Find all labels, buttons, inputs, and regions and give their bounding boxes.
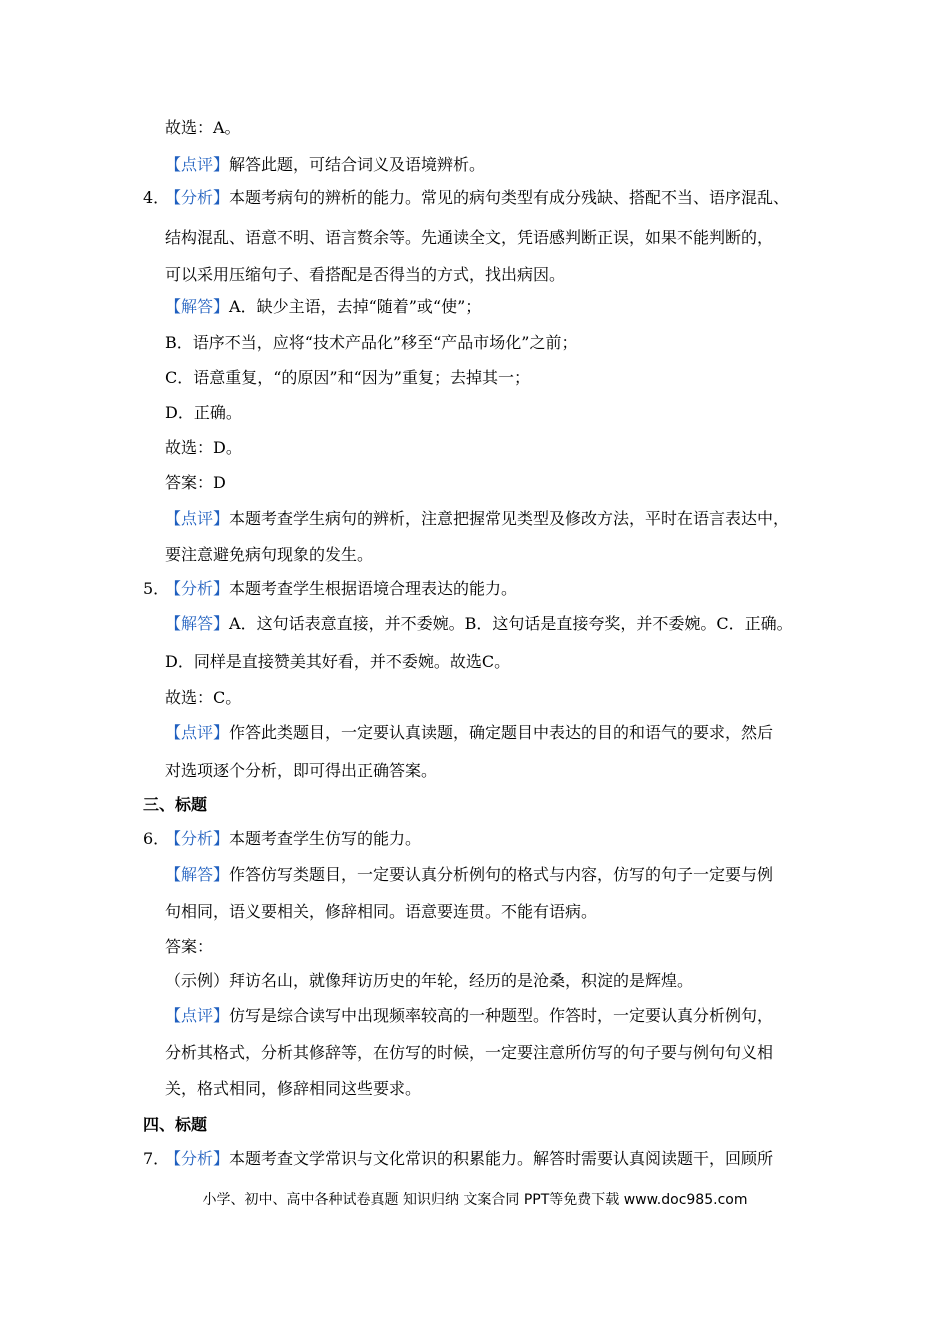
text: A．这句话表意直接，并不委婉。B．这句话是直接夸奖，并不委婉。C．正确。 (229, 614, 793, 633)
text: 本题考查文学常识与文化常识的积累能力。解答时需要认真阅读题干，回顾所 (229, 1149, 774, 1168)
text-line: 故选：C。 (165, 688, 242, 707)
text: 本题考查学生根据语境合理表达的能力。 (229, 579, 518, 598)
text-line: 故选：D。 (165, 438, 242, 457)
text-line (165, 154, 485, 176)
question-number: 6． (143, 829, 170, 848)
text: 本题考查学生病句的辨析，注意把握常见类型及修改方法，平时在语言表达中， (229, 509, 790, 528)
text-line: 要注意避免病句现象的发生。 (165, 545, 374, 564)
text-line (165, 864, 773, 886)
text: 本题考查学生仿写的能力。 (229, 829, 422, 848)
text-line (165, 1005, 773, 1027)
text-line: 故选：A。 (165, 118, 241, 137)
text-line: 答案：D (165, 473, 226, 492)
text-line (165, 508, 789, 530)
text-line: 句相同，语义要相关，修辞相同。语意要连贯。不能有语病。 (165, 902, 598, 921)
answer-tag: 【解答】 (165, 614, 230, 633)
text-line: 关，格式相同，修辞相同这些要求。 (165, 1079, 422, 1098)
text-line (165, 296, 481, 318)
answer-tag: 【解答】 (165, 297, 230, 316)
text-line: D．正确。 (165, 403, 242, 422)
text-line (165, 613, 793, 635)
text-line: 可以采用压缩句子、看搭配是否得当的方式，找出病因。 (165, 265, 566, 284)
analysis-tag: 【分析】 (165, 579, 230, 598)
question-number: 4． (143, 188, 170, 207)
text-line: B．语序不当，应将“技术产品化”移至“产品市场化”之前； (165, 333, 578, 352)
analysis-tag: 【分析】 (165, 1149, 230, 1168)
comment-tag: 【点评】 (165, 155, 230, 174)
text-line (165, 578, 517, 600)
text-line (165, 187, 789, 209)
answer-tag: 【解答】 (165, 865, 230, 884)
text-line: 结构混乱、语意不明、语言赘余等。先通读全文，凭语感判断正误，如果不能判断的， (165, 228, 774, 247)
section-heading: 三、标题 (143, 795, 208, 814)
comment-tag: 【点评】 (165, 1006, 230, 1025)
text-line: 答案： (165, 937, 214, 956)
text: A．缺少主语，去掉“随着”或“使”； (229, 297, 482, 316)
question-number: 5． (143, 579, 170, 598)
text: 作答仿写类题目，一定要认真分析例句的格式与内容，仿写的句子一定要与例 (229, 865, 774, 884)
text-line: 分析其格式，分析其修辞等，在仿写的时候，一定要注意所仿写的句子要与例句句义相 (165, 1043, 774, 1062)
text: 作答此类题目，一定要认真读题，确定题目中表达的目的和语气的要求，然后 (229, 723, 774, 742)
text-line: 对选项逐个分析，即可得出正确答案。 (165, 761, 438, 780)
text-line: D．同样是直接赞美其好看，并不委婉。故选C。 (165, 652, 511, 671)
analysis-tag: 【分析】 (165, 829, 230, 848)
section-heading: 四、标题 (143, 1115, 208, 1134)
text: 解答此题，可结合词义及语境辨析。 (229, 155, 486, 174)
text: 仿写是综合读写中出现频率较高的一种题型。作答时，一定要认真分析例句， (229, 1006, 774, 1025)
comment-tag: 【点评】 (165, 723, 230, 742)
analysis-tag: 【分析】 (165, 188, 230, 207)
page-footer: 小学、初中、高中各种试卷真题 知识归纳 文案合同 PPT等免费下载 www.doc985.com (202, 1192, 748, 1208)
text-line: （示例）拜访名山，就像拜访历史的年轮，经历的是沧桑，积淀的是辉煌。 (165, 971, 694, 990)
comment-tag: 【点评】 (165, 509, 230, 528)
text-line (165, 1148, 773, 1170)
question-number: 7． (143, 1149, 170, 1168)
text: 本题考病句的辨析的能力。常见的病句类型有成分残缺、搭配不当、语序混乱、 (229, 188, 790, 207)
text-line (165, 828, 421, 850)
text-line: C．语意重复，“的原因”和“因为”重复；去掉其一； (165, 368, 530, 387)
text-line (165, 722, 773, 744)
